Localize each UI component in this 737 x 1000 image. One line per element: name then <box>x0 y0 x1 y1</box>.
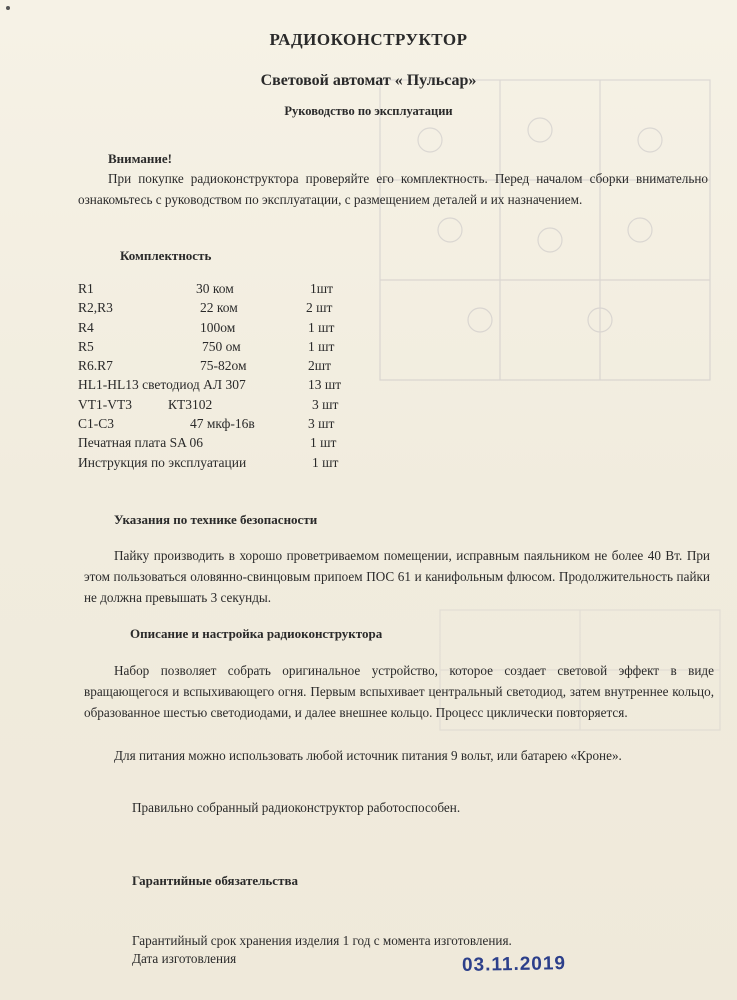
kit-item-value: 750 ом <box>202 338 241 354</box>
date-stamp: 03.11.2019 <box>461 953 567 976</box>
manufacture-date-label: Дата изготовления <box>132 951 237 966</box>
kit-item-name: R6.R7 <box>78 358 113 374</box>
kit-item-name: R2,R3 <box>78 300 113 316</box>
kit-item-qty: 1 шт <box>308 319 335 335</box>
attention-heading: Внимание! <box>108 151 172 166</box>
kit-item-name: VT1-VT3 <box>78 396 132 412</box>
manual-subtitle: Руководство по эксплуатации <box>284 104 453 118</box>
warranty-heading: Гарантийные обязательства <box>132 873 298 888</box>
kit-row <box>78 455 378 474</box>
kit-item-qty: 1 шт <box>312 454 339 470</box>
kit-item-qty: 1 шт <box>310 435 337 451</box>
kit-item-name: R5 <box>78 338 94 354</box>
kit-item-name: R1 <box>78 281 94 296</box>
attention-paragraph: При покупке радиоконструктора проверяйте его комплектность. Перед началом сборки внимательно ознакомьтесь с руководством по эксплуатации, с размещением деталей и их назначением. <box>78 171 708 207</box>
kit-row <box>78 377 378 396</box>
kit-item-qty: 1шт <box>310 281 334 296</box>
kit-row <box>78 281 378 300</box>
description-paragraph: Набор позволяет собрать оригинальное устройство, которое создает световой эффект в виде вращающегося и вспыхивающего огня. Первым вспыхивает центральный светодиод, затем внутреннее кольцо, образованное шестью светодиодами, и далее внешнее кольцо. Процесс циклически повторяется. <box>84 663 714 720</box>
kit-item-name: Печатная плата SA 06 <box>78 435 203 451</box>
kit-item-value: 100ом <box>200 319 236 335</box>
kit-row <box>78 397 378 416</box>
kit-row <box>78 339 378 358</box>
kit-item-qty: 2шт <box>308 358 332 374</box>
kit-heading: Комплектность <box>120 248 212 263</box>
product-name: Световой автомат « Пульсар» <box>260 72 477 89</box>
safety-heading: Указания по технике безопасности <box>114 512 318 527</box>
warranty-paragraph: Гарантийный срок хранения изделия 1 год с момента изготовления. <box>132 933 512 948</box>
kit-row <box>78 358 378 377</box>
kit-item-value: 30 ком <box>196 281 234 296</box>
kit-item-qty: 13 шт <box>308 377 342 393</box>
kit-item-name: Инструкция по эксплуатации <box>78 454 247 470</box>
kit-row <box>78 300 378 319</box>
document-title: РАДИОКОНСТРУКТОР <box>269 30 468 49</box>
kit-item-qty: 3 шт <box>312 396 339 412</box>
kit-item-value: КТ3102 <box>168 396 213 412</box>
kit-item-name: C1-C3 <box>78 416 115 432</box>
kit-row <box>78 435 378 454</box>
kit-item-value: 75-82ом <box>200 358 247 374</box>
kit-item-name: HL1-HL13 светодиод АЛ 307 <box>78 377 246 393</box>
kit-item-value: 47 мкф-16в <box>190 416 255 432</box>
kit-item-value: 22 ком <box>200 300 238 316</box>
kit-item-qty: 3 шт <box>308 416 335 432</box>
safety-paragraph: Пайку производить в хорошо проветриваемом помещении, исправным паяльником не более 40 Вт. При этом пользоваться оловянно-свинцовым припоем ПОС 61 и канифольным флюсом. Продолжительность пайки не должна превышать 3 секунды. <box>84 548 710 605</box>
kit-row <box>78 416 378 435</box>
working-statement: Правильно собранный радиоконструктор работоспособен. <box>132 800 461 815</box>
kit-item-qty: 1 шт <box>308 338 335 354</box>
scan-speck <box>6 6 10 10</box>
kit-list <box>78 281 378 474</box>
kit-item-qty: 2 шт <box>306 300 333 316</box>
kit-row <box>78 320 378 339</box>
description-heading: Описание и настройка радиоконструктора <box>130 626 383 641</box>
power-paragraph: Для питания можно использовать любой источник питания 9 вольт, или батарею «Кроне». <box>114 748 622 763</box>
kit-item-name: R4 <box>78 319 94 335</box>
